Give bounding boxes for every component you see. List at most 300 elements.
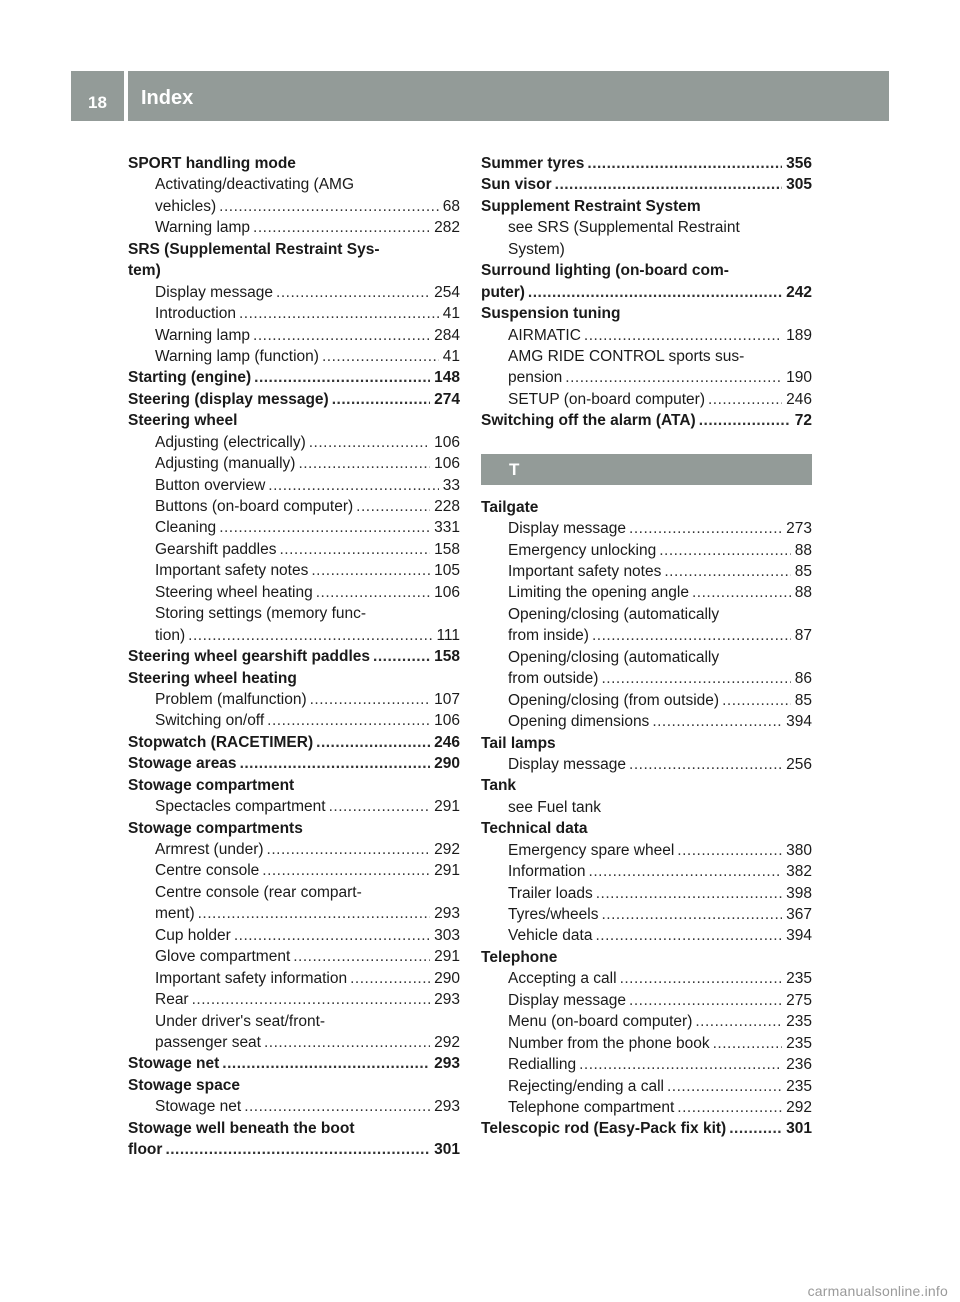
dot-leader [708, 389, 782, 410]
index-subentry [128, 925, 460, 946]
dot-leader [222, 1053, 430, 1074]
entry-label: SRS (Supplemental Restraint Sys- [128, 240, 380, 258]
index-subentry [128, 839, 460, 860]
dot-leader [555, 174, 782, 195]
entry-label: Gearshift paddles [155, 540, 277, 558]
page-reference: 33 [442, 476, 460, 494]
index-subentry [128, 496, 460, 517]
dot-leader [629, 754, 782, 775]
index-term [128, 389, 460, 410]
dot-leader [629, 518, 782, 539]
dot-leader [198, 903, 431, 924]
index-subentry [128, 346, 460, 367]
index-subentry [481, 668, 812, 689]
dot-leader [293, 946, 430, 967]
index-subentry [481, 1033, 812, 1054]
entry-label: Spectacles compartment [155, 798, 326, 816]
index-subentry [128, 796, 460, 817]
entry-label: Tailgate [481, 498, 539, 516]
entry-label: floor [128, 1141, 163, 1159]
index-subentry [128, 475, 460, 496]
entry-label: tem) [128, 262, 161, 280]
dot-leader [219, 517, 430, 538]
index-column-left [128, 153, 460, 1161]
page-reference: 293 [434, 1098, 460, 1116]
header-bar [71, 71, 889, 121]
index-term [128, 732, 460, 753]
dot-leader [373, 646, 430, 667]
page-reference: 106 [434, 583, 460, 601]
page-reference: 292 [786, 1098, 812, 1116]
index-term [128, 668, 460, 689]
page-reference: 293 [434, 1055, 460, 1073]
index-subentry [128, 432, 460, 453]
page-reference: 273 [786, 520, 812, 538]
page-reference: 398 [786, 884, 812, 902]
header-divider [124, 71, 128, 121]
entry-label: Steering (display message) [128, 390, 329, 408]
entry-label: Display message [508, 991, 627, 1009]
page-reference: 292 [434, 1033, 460, 1051]
entry-label: vehicles) [155, 197, 217, 215]
page-reference: 275 [786, 991, 812, 1009]
entry-label: Information [508, 863, 586, 881]
index-term [481, 818, 812, 839]
page-reference: 235 [786, 970, 812, 988]
entry-label: Accepting a call [508, 970, 617, 988]
page-reference: 305 [786, 176, 812, 194]
entry-label: Suspension tuning [481, 305, 621, 323]
entry-label: Stowage areas [128, 755, 237, 773]
entry-label: Surround lighting (on-board com- [481, 262, 729, 280]
index-subentry [128, 903, 460, 924]
page-reference: 394 [786, 713, 812, 731]
dot-leader [192, 989, 431, 1010]
index-subentry [128, 517, 460, 538]
dot-leader [165, 1139, 430, 1160]
index-subentry [481, 540, 812, 561]
dot-leader [677, 1097, 782, 1118]
dot-leader [234, 925, 430, 946]
dot-leader [268, 475, 438, 496]
index-term [128, 646, 460, 667]
page-reference: 356 [786, 155, 812, 172]
page-reference: 106 [434, 433, 460, 451]
index-subentry [481, 904, 812, 925]
entry-label: Activating/deactivating (AMG [155, 176, 355, 194]
page-reference: 303 [434, 926, 460, 944]
index-subentry [481, 217, 812, 238]
page-reference: 394 [786, 927, 812, 945]
index-subentry [481, 990, 812, 1011]
dot-leader [280, 539, 431, 560]
index-term [481, 282, 812, 303]
index-subentry [481, 1054, 812, 1075]
page-reference: 256 [786, 755, 812, 773]
dot-leader [356, 496, 430, 517]
page-reference: 246 [786, 390, 812, 408]
index-subentry [128, 968, 460, 989]
dot-leader [309, 432, 430, 453]
dot-leader [240, 753, 431, 774]
entry-label: Rejecting/ending a call [508, 1077, 664, 1095]
index-subentry [128, 325, 460, 346]
dot-leader [584, 325, 782, 346]
page-reference: 282 [434, 219, 460, 237]
entry-label: Adjusting (manually) [155, 455, 296, 473]
entry-label: Starting (engine) [128, 369, 252, 387]
entry-label: Stowage compartments [128, 819, 303, 837]
entry-label: Steering wheel [128, 412, 238, 430]
index-subentry [481, 582, 812, 603]
dot-leader [332, 389, 430, 410]
page-reference: 41 [442, 305, 460, 323]
index-subentry [128, 989, 460, 1010]
dot-leader [601, 668, 790, 689]
entry-label: Tail lamps [481, 734, 556, 752]
dot-leader [254, 367, 430, 388]
page-reference: 106 [434, 712, 460, 730]
index-subentry [481, 1076, 812, 1097]
index-subentry [128, 217, 460, 238]
entry-label: see Fuel tank [508, 798, 602, 816]
entry-label: Supplement Restraint System [481, 197, 701, 215]
page-reference: 290 [434, 969, 460, 987]
index-subentry [481, 239, 812, 260]
page-reference: 380 [786, 841, 812, 859]
dot-leader [253, 217, 430, 238]
entry-label: Opening/closing (from outside) [508, 691, 720, 709]
entry-label: pension [508, 369, 563, 387]
entry-label: Warning lamp (function) [155, 347, 319, 365]
index-term [481, 303, 812, 324]
index-subentry [128, 689, 460, 710]
index-subentry [128, 539, 460, 560]
entry-label: Problem (malfunction) [155, 690, 307, 708]
page-reference: 85 [794, 691, 812, 709]
entry-label: SPORT handling mode [128, 155, 296, 172]
entry-label: Number from the phone book [508, 1034, 710, 1052]
entry-label: Opening dimensions [508, 713, 650, 731]
entry-label: passenger seat [155, 1033, 261, 1051]
index-subentry [481, 861, 812, 882]
entry-label: Centre console [155, 862, 260, 880]
entry-label: Display message [155, 283, 274, 301]
entry-label: Centre console (rear compart- [155, 883, 362, 901]
index-subentry [481, 325, 812, 346]
dot-leader [311, 560, 430, 581]
dot-leader [587, 153, 782, 174]
page-reference: 235 [786, 1034, 812, 1052]
entry-label: SETUP (on-board computer) [508, 390, 705, 408]
page-reference: 291 [434, 862, 460, 880]
index-column-right [481, 153, 812, 1140]
index-subentry [128, 1096, 460, 1117]
page-reference: 158 [434, 648, 460, 666]
index-subentry [128, 582, 460, 603]
entry-label: Sun visor [481, 176, 552, 194]
index-term [481, 196, 812, 217]
page-reference: 189 [786, 326, 812, 344]
entry-label: Cleaning [155, 519, 217, 537]
entry-label: puter) [481, 283, 525, 301]
entry-label: Display message [508, 755, 627, 773]
entry-label: Steering wheel gearshift paddles [128, 648, 371, 666]
page-reference: 72 [794, 412, 812, 430]
page-title: Index [141, 87, 194, 109]
index-subentry [128, 196, 460, 217]
page-reference: 228 [434, 498, 460, 515]
entry-label: Introduction [155, 305, 236, 323]
dot-leader [253, 325, 430, 346]
entry-label: see SRS (Supplemental Restraint [508, 219, 740, 237]
dot-leader [692, 582, 791, 603]
index-subentry [481, 518, 812, 539]
dot-leader [729, 1118, 782, 1139]
index-subentry [481, 367, 812, 388]
page-reference: 367 [786, 906, 812, 923]
entry-label: Warning lamp [155, 219, 251, 237]
index-term [128, 753, 460, 774]
entry-label: Telephone compartment [508, 1098, 675, 1116]
entry-label: Rear [155, 991, 189, 1009]
index-term [481, 947, 812, 968]
entry-label: Under driver's seat/front- [155, 1012, 326, 1030]
index-subentry [481, 625, 812, 646]
dot-leader [596, 883, 782, 904]
entry-label: AIRMATIC [508, 326, 581, 344]
page-reference: 158 [434, 540, 460, 558]
index-subentry [481, 1097, 812, 1118]
index-subentry [481, 797, 812, 818]
entry-label: Telescopic rod (Easy-Pack fix kit) [481, 1120, 727, 1138]
dot-leader [667, 1076, 782, 1097]
index-term [128, 239, 460, 260]
index-term [128, 775, 460, 796]
section-header-t: T [481, 454, 812, 485]
entry-label: Important safety notes [508, 563, 662, 580]
page-reference: 284 [434, 326, 460, 344]
entry-label: Important safety information [155, 969, 348, 987]
dot-leader [713, 1033, 783, 1054]
entry-label: Emergency unlocking [508, 541, 657, 559]
entry-label: AMG RIDE CONTROL sports sus- [508, 347, 745, 365]
dot-leader [629, 990, 782, 1011]
index-subentry [128, 882, 460, 903]
index-subentry [481, 754, 812, 775]
index-subentry [481, 840, 812, 861]
entry-label: Limiting the opening angle [508, 584, 689, 602]
page-reference: 293 [434, 905, 460, 923]
page-reference: 290 [434, 755, 460, 773]
index-subentry [128, 710, 460, 731]
entry-label: Buttons (on-board computer) [155, 498, 354, 515]
entry-label: Stowage well beneath the boot [128, 1119, 355, 1137]
index-subentry [481, 1011, 812, 1032]
entry-label: Cup holder [155, 926, 231, 944]
index-term [128, 1075, 460, 1096]
page-reference: 242 [786, 283, 812, 301]
index-term [481, 733, 812, 754]
index-subentry [481, 604, 812, 625]
page-reference: 105 [434, 562, 460, 580]
dot-leader [350, 968, 430, 989]
index-term [481, 260, 812, 281]
dot-leader [239, 303, 439, 324]
page-reference: 88 [794, 541, 812, 559]
index-subentry [128, 946, 460, 967]
dot-leader [219, 196, 439, 217]
dot-leader [589, 861, 783, 882]
page-reference: 235 [786, 1013, 812, 1031]
index-term [128, 153, 460, 174]
page-reference: 291 [434, 798, 460, 816]
index-term [481, 153, 812, 174]
index-subentry [481, 561, 812, 582]
entry-label: Stowage space [128, 1076, 240, 1094]
entry-label: Important safety notes [155, 562, 309, 580]
index-term [481, 1118, 812, 1139]
index-subentry [128, 560, 460, 581]
index-term [128, 1118, 460, 1139]
dot-leader [316, 582, 430, 603]
dot-leader [677, 840, 782, 861]
page-reference: 236 [786, 1056, 812, 1074]
dot-leader [659, 540, 791, 561]
index-subentry [481, 690, 812, 711]
page-reference: 85 [794, 563, 812, 580]
index-term [128, 367, 460, 388]
dot-leader [620, 968, 783, 989]
page-reference: 293 [434, 991, 460, 1009]
index-term [481, 497, 812, 518]
entry-label: Stowage compartment [128, 776, 295, 794]
index-subentry [481, 883, 812, 904]
index-subentry [481, 346, 812, 367]
entry-label: Adjusting (electrically) [155, 433, 306, 451]
index-subentry [481, 711, 812, 732]
index-subentry [128, 174, 460, 195]
entry-label: Stopwatch (RACETIMER) [128, 733, 314, 751]
index-subentry [128, 625, 460, 646]
page-reference: 382 [786, 863, 812, 881]
entry-label: Armrest (under) [155, 841, 264, 858]
entry-label: Summer tyres [481, 155, 585, 172]
page-reference: 107 [434, 690, 460, 708]
index-subentry [128, 453, 460, 474]
dot-leader [322, 346, 439, 367]
page-reference: 254 [434, 283, 460, 301]
index-term [128, 260, 460, 281]
dot-leader [276, 282, 430, 303]
index-group-s [481, 153, 812, 432]
entry-label: Switching on/off [155, 712, 265, 730]
dot-leader [528, 282, 782, 303]
dot-leader [329, 796, 431, 817]
entry-label: Emergency spare wheel [508, 841, 675, 859]
entry-label: from outside) [508, 670, 599, 688]
page-reference: 274 [434, 390, 460, 408]
entry-label: Button overview [155, 476, 266, 494]
footer-watermark: carmanualsonline.info [807, 1283, 948, 1299]
entry-label: Glove compartment [155, 948, 291, 966]
index-subentry [128, 1011, 460, 1032]
entry-label: Technical data [481, 820, 588, 838]
entry-label: Vehicle data [508, 927, 593, 945]
index-term [481, 775, 812, 796]
entry-label: Tyres/wheels [508, 906, 599, 923]
index-term [128, 410, 460, 431]
page-reference: 246 [434, 733, 460, 751]
page-reference: 331 [434, 519, 460, 537]
entry-label: Redialling [508, 1056, 577, 1074]
dot-leader [262, 860, 430, 881]
dot-leader [298, 453, 430, 474]
index-term [481, 410, 812, 431]
entry-label: ment) [155, 905, 195, 923]
entry-label: Steering wheel heating [155, 583, 313, 601]
dot-leader [310, 689, 431, 710]
entry-label: Menu (on-board computer) [508, 1013, 693, 1031]
page-number: 18 [88, 93, 107, 112]
page-reference: 190 [786, 369, 812, 387]
entry-label: Warning lamp [155, 326, 251, 344]
page-reference: 148 [434, 369, 460, 387]
entry-label: tion) [155, 626, 186, 644]
page-reference: 87 [794, 627, 812, 645]
index-term [481, 174, 812, 195]
dot-leader [652, 711, 782, 732]
index-group-t [481, 497, 812, 1140]
entry-label: Opening/closing (automatically [508, 605, 720, 623]
entry-label: Switching off the alarm (ATA) [481, 412, 696, 430]
page-reference: 235 [786, 1077, 812, 1095]
page-reference: 301 [786, 1120, 812, 1138]
index-term [128, 818, 460, 839]
entry-label: Tank [481, 777, 517, 795]
entry-label: Storing settings (memory func- [155, 605, 367, 623]
dot-leader [264, 1032, 430, 1053]
entry-label: Trailer loads [508, 884, 593, 902]
page-reference: 86 [794, 670, 812, 688]
dot-leader [267, 839, 431, 860]
page-reference: 111 [436, 626, 460, 644]
dot-leader [188, 625, 432, 646]
dot-leader [695, 1011, 782, 1032]
index-subentry [128, 282, 460, 303]
dot-leader [316, 732, 430, 753]
dot-leader [595, 925, 782, 946]
page-reference: 68 [442, 197, 460, 215]
dot-leader [244, 1096, 430, 1117]
dot-leader [592, 625, 791, 646]
entry-label: Stowage net [128, 1055, 220, 1073]
entry-label: Opening/closing (automatically [508, 648, 720, 666]
index-subentry [128, 603, 460, 624]
page-reference: 292 [434, 841, 460, 858]
index-subentry [481, 925, 812, 946]
entry-label: Display message [508, 520, 627, 538]
page-reference: 106 [434, 455, 460, 473]
index-subentry [481, 647, 812, 668]
entry-label: Stowage net [155, 1098, 242, 1116]
index-term [128, 1139, 460, 1160]
index-subentry [481, 968, 812, 989]
dot-leader [664, 561, 790, 582]
index-subentry [481, 389, 812, 410]
entry-label: Steering wheel heating [128, 669, 297, 687]
page-reference: 88 [794, 584, 812, 602]
